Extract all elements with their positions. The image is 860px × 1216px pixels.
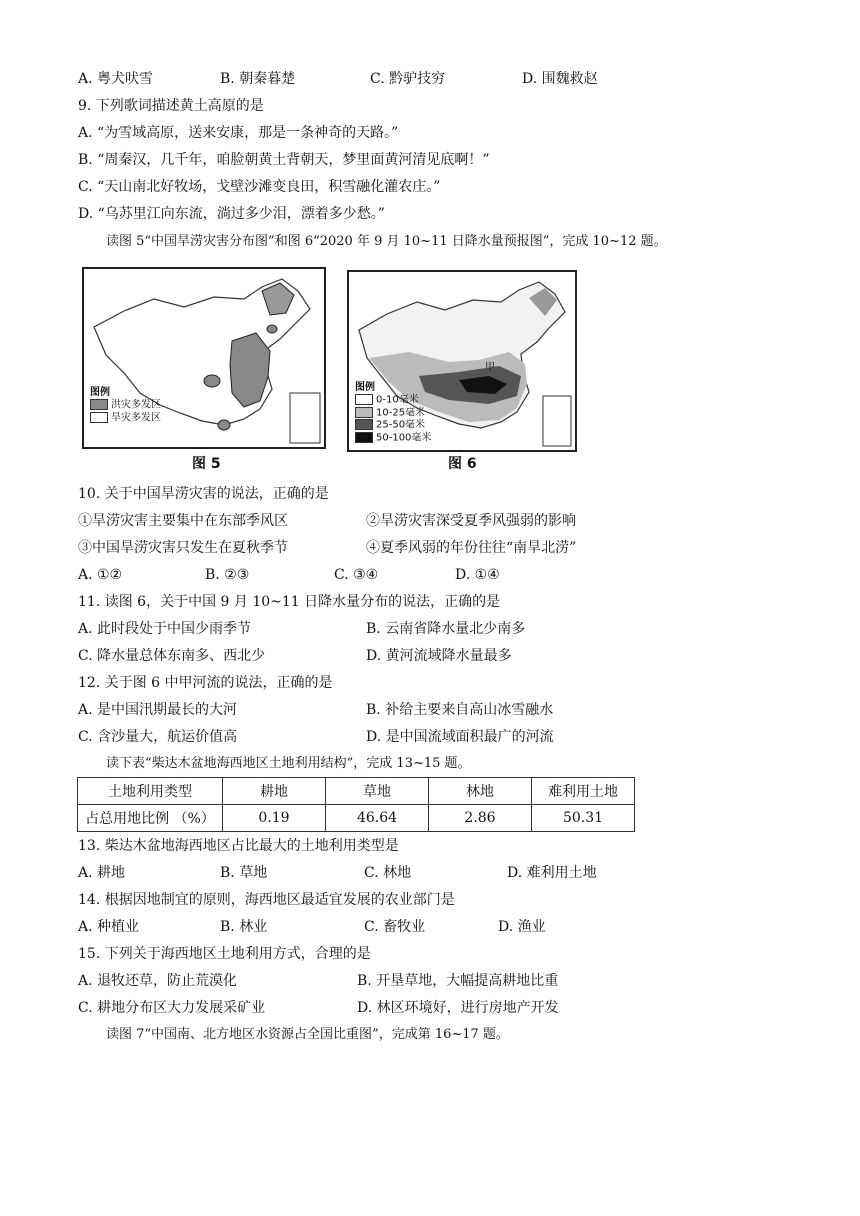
- q15-option-d: D. 林区环境好，进行房地产开发: [357, 1000, 559, 1016]
- table-row: [78, 805, 635, 832]
- figure5-legend: [90, 387, 161, 424]
- table-header-cell: 耕地: [223, 778, 326, 805]
- figure5-map: [82, 267, 326, 449]
- q14-option-c: C. 畜牧业: [364, 919, 426, 935]
- q10-statement-2: ②旱涝灾害深受夏季风强弱的影响: [366, 513, 576, 529]
- q15-stem: 15. 下列关于海西地区土地利用方式，合理的是: [78, 946, 371, 962]
- q9-option-d: D. “乌苏里江向东流，淌过多少泪，漂着多少愁。”: [78, 206, 385, 222]
- figure6-legend-50-100: 50-100毫米: [355, 432, 431, 445]
- table-cell: 50.31: [532, 805, 635, 832]
- figure6-legend-10-25: 10-25毫米: [355, 407, 431, 420]
- q13-option-a: A. 耕地: [78, 865, 126, 881]
- intro-16-17: 读图 7“中国南、北方地区水资源占全国比重图”，完成第 16~17 题。: [106, 1027, 509, 1042]
- q11-option-c: C. 降水量总体东南多、西北少: [78, 648, 266, 664]
- q8-option-c: C. 黔驴技穷: [370, 71, 446, 87]
- q12-stem: 12. 关于图 6 中甲河流的说法，正确的是: [78, 675, 333, 691]
- q10-option-c: C. ③④: [334, 567, 379, 583]
- q10-statement-1: ①旱涝灾害主要集中在东部季风区: [78, 513, 288, 529]
- q15-option-a: A. 退牧还草，防止荒漠化: [78, 973, 238, 989]
- q10-option-b: B. ②③: [205, 567, 250, 583]
- intro-13-15: 读下表“柴达木盆地海西地区土地利用结构”，完成 13~15 题。: [106, 756, 471, 771]
- q10-option-d: D. ①④: [455, 567, 500, 583]
- q11-option-d: D. 黄河流域降水量最多: [366, 648, 512, 664]
- figure6-legend-title: 图例: [355, 382, 375, 393]
- q14-option-a: A. 种植业: [78, 919, 140, 935]
- figure6-legend-0-10: 0-10毫米: [355, 394, 431, 407]
- river-jia-label: 甲: [485, 362, 495, 373]
- table-header-cell: 林地: [429, 778, 532, 805]
- q15-option-c: C. 耕地分布区大力发展采矿业: [78, 1000, 266, 1016]
- q8-option-d: D. 围魏救赵: [522, 71, 598, 87]
- q15-option-b: B. 开垦草地，大幅提高耕地比重: [357, 973, 559, 989]
- q14-option-b: B. 林业: [220, 919, 268, 935]
- q9-stem: 9. 下列歌词描述黄土高原的是: [78, 98, 264, 114]
- table-header-cell: 草地: [326, 778, 429, 805]
- table-cell: 占总用地比例 （%）: [78, 805, 223, 832]
- q13-option-c: C. 林地: [364, 865, 412, 881]
- q8-option-b: B. 朝秦暮楚: [220, 71, 296, 87]
- q9-option-a: A. “为雪域高原，送来安康，那是一条神奇的天路。”: [78, 125, 399, 141]
- q13-stem: 13. 柴达木盆地海西地区占比最大的土地利用类型是: [78, 838, 399, 854]
- q10-statement-4: ④夏季风弱的年份往往“南旱北涝”: [366, 540, 577, 556]
- q11-option-a: A. 此时段处于中国少雨季节: [78, 621, 252, 637]
- q9-option-c: C. “天山南北好牧场，戈壁沙滩变良田，积雪融化灌农庄。”: [78, 179, 441, 195]
- figure6-map: [347, 270, 577, 452]
- figure5-legend-flood: 洪灾多发区: [90, 399, 161, 412]
- figure5-legend-title: 图例: [90, 387, 110, 398]
- q9-option-b: B. “周秦汉，几千年，咱脸朝黄土背朝天，梦里面黄河清见底啊！”: [78, 152, 490, 168]
- q8-option-a: A. 粤犬吠雪: [78, 71, 154, 87]
- figure6-caption: 图 6: [448, 456, 477, 472]
- q14-option-d: D. 渔业: [498, 919, 546, 935]
- q10-option-a: A. ①②: [78, 567, 123, 583]
- q12-option-b: B. 补给主要来自高山冰雪融水: [366, 702, 554, 718]
- q11-stem: 11. 读图 6，关于中国 9 月 10~11 日降水量分布的说法，正确的是: [78, 594, 501, 610]
- q11-option-b: B. 云南省降水量北少南多: [366, 621, 526, 637]
- figure5-legend-drought: 旱灾多发区: [90, 412, 161, 425]
- q12-option-d: D. 是中国流域面积最广的河流: [366, 729, 554, 745]
- figure6-legend: [355, 382, 431, 444]
- figure5-caption: 图 5: [192, 456, 221, 472]
- table-header-row: [78, 778, 635, 805]
- q12-option-c: C. 含沙量大，航运价值高: [78, 729, 238, 745]
- q13-option-b: B. 草地: [220, 865, 268, 881]
- table-cell: 2.86: [429, 805, 532, 832]
- intro-10-12: 读图 5“中国旱涝灾害分布图”和图 6“2020 年 9 月 10~11 日降水量预报图”，完成 10~12 题。: [106, 234, 667, 249]
- q10-statement-3: ③中国旱涝灾害只发生在夏秋季节: [78, 540, 288, 556]
- table-header-cell: 土地利用类型: [78, 778, 223, 805]
- table-cell: 46.64: [326, 805, 429, 832]
- table-cell: 0.19: [223, 805, 326, 832]
- land-use-table: [77, 777, 635, 832]
- q12-option-a: A. 是中国汛期最长的大河: [78, 702, 238, 718]
- q10-stem: 10. 关于中国旱涝灾害的说法，正确的是: [78, 486, 329, 502]
- figure6-legend-25-50: 25-50毫米: [355, 419, 431, 432]
- q13-option-d: D. 难利用土地: [507, 865, 597, 881]
- table-header-cell: 难利用土地: [532, 778, 635, 805]
- q14-stem: 14. 根据因地制宜的原则，海西地区最适宜发展的农业部门是: [78, 892, 455, 908]
